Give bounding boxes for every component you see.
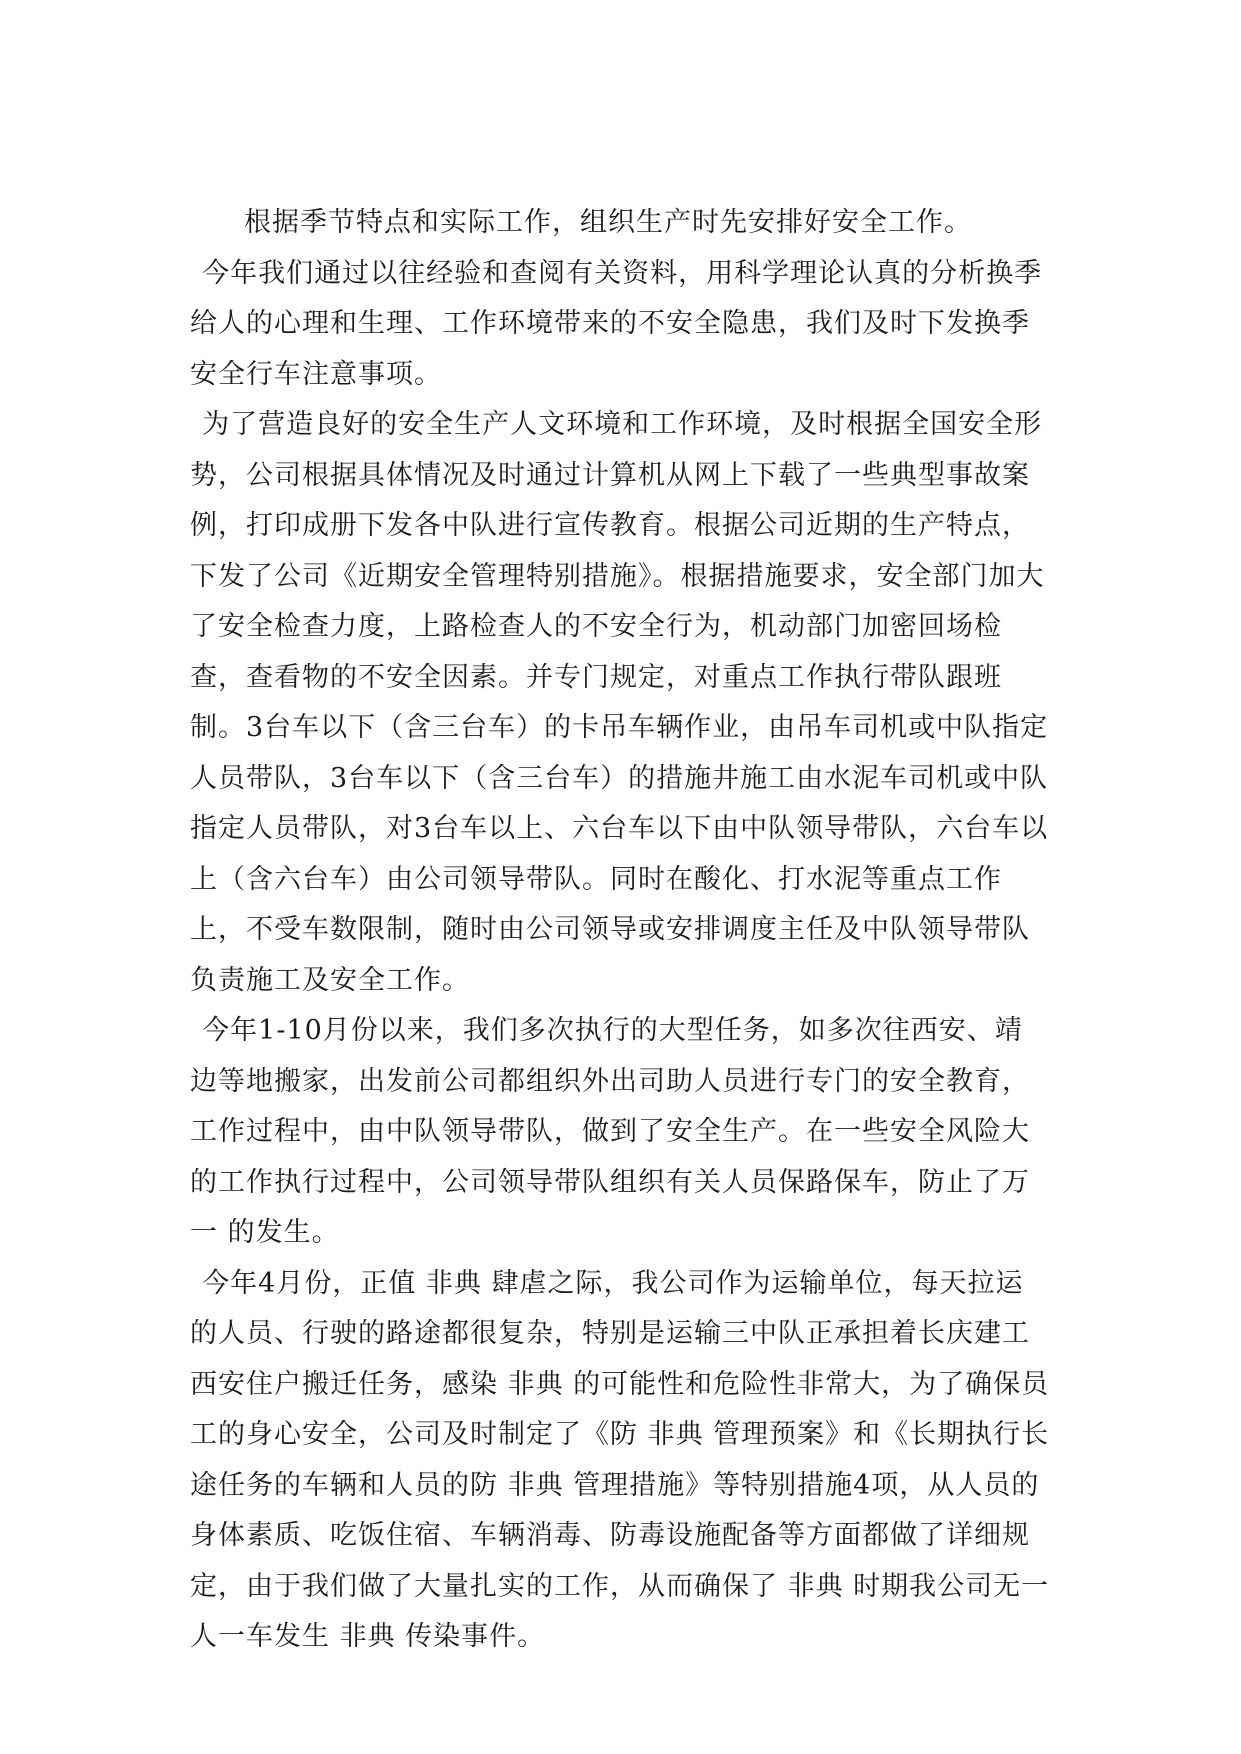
paragraph-2: 今年我们通过以往经验和查阅有关资料，用科学理论认真的分析换季给人的心理和生理、工作环境带来的不安全隐患，我们及时下发换季安全行车注意事项。 bbox=[190, 257, 1043, 390]
paragraph-3: 为了营造良好的安全生产人文环境和工作环境，及时根据全国安全形势，公司根据具体情况及时通过计算机从网上下载了一些典型事故案例，打印成册下发各中队进行宣传教育。根据公司近期的生产特点，下发了公司《近期安全管理特别措施》。根据措施要求，安全部门加大了安全检查力度，上路检查人的不安全行为，机动部门加密回场检查，查看物的不安全因素。并专门规定，对重点工作执行带队跟班制。3台车以下（含三台车）的卡吊车辆作业，由吊车司机或中队指定人员带队，3台车以下（含三台车）的措施井施工由水泥车司机或中队指定人员带队，对3台车以上、六台车以下由中队领导带队，六台车以上（含六台车）由公司领导带队。同时在酸化、打水泥等重点工作上，不受车数限制，随时由公司领导或安排调度主任及中队领导带队负责施工及安全工作。 bbox=[190, 409, 1049, 996]
paragraph-4: 今年1-10月份以来，我们多次执行的大型任务，如多次往西安、靖边等地搬家，出发前公司都组织外出司助人员进行专门的安全教育，工作过程中，由中队领导带队，做到了安全生产。在一些安全风险大的工作执行过程中，公司领导带队组织有关人员保路保车，防止了万一 的发生。 bbox=[190, 1015, 1030, 1248]
document-body bbox=[190, 198, 1050, 1663]
paragraph-5: 今年4月份，正值 非典 肆虐之际，我公司作为运输单位，每天拉运的人员、行驶的路途都很复杂，特别是运输三中队正承担着长庆建工西安住户搬迁任务，感染 非典 的可能性和危险性非常大，为了确保员工的身心安全，公司及时制定了《防 非典 管理预案》和《长期执行长途任务的车辆和人员的防 非典 管理措施》等特别措施4项，从人员的身体素质、吃饭住宿、车辆消毒、防毒设施配备等方面都做了详细规定，由于我们做了大量扎实的工作，从而确保了 非典 时期我公司无一人一车发生 非典 传染事件。 bbox=[190, 1267, 1050, 1652]
paragraph-1: 根据季节特点和实际工作，组织生产时先安排好安全工作。 bbox=[244, 207, 972, 238]
